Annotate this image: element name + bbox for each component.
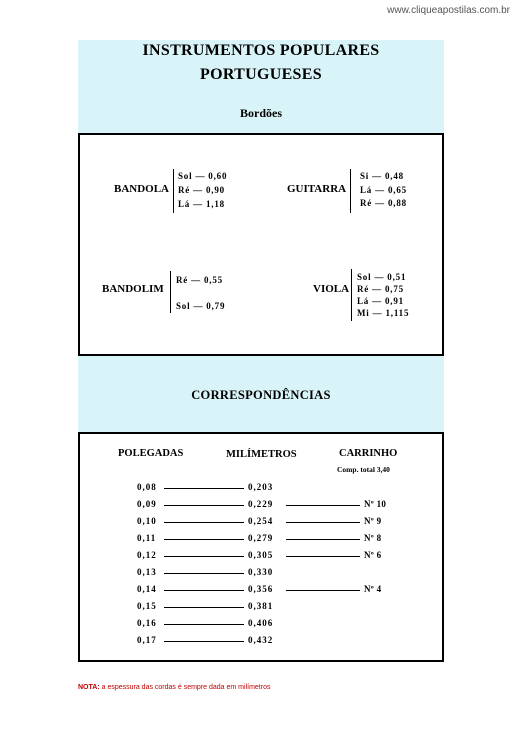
- cell-carrinho: Nº 9: [364, 516, 382, 526]
- leader-line: [164, 590, 244, 591]
- instrument-name-guitarra: GUITARRA: [287, 183, 347, 195]
- note-bandola-2: Ré — 0,90: [178, 185, 225, 195]
- cell-milimetros: 0,229: [248, 499, 274, 509]
- note-bandolim-1: Ré — 0,55: [176, 275, 223, 285]
- cell-milimetros: 0,305: [248, 550, 274, 560]
- leader-line: [164, 624, 244, 625]
- leader-line: [164, 488, 244, 489]
- note-bandola-3: Lá — 1,18: [178, 199, 225, 209]
- brace-guitarra: [350, 169, 351, 213]
- cell-carrinho: Nº 10: [364, 499, 387, 509]
- note-guitarra-1: Si — 0,48: [360, 171, 404, 181]
- cell-carrinho: Nº 8: [364, 533, 382, 543]
- note-viola-4: Mi — 1,115: [357, 308, 410, 318]
- leader-line: [164, 573, 244, 574]
- page-title-line2: PORTUGUESES: [200, 66, 322, 83]
- cell-polegadas: 0,12: [137, 550, 157, 560]
- leader-line: [164, 505, 244, 506]
- cell-polegadas: 0,08: [137, 482, 157, 492]
- cell-carrinho: Nº 6: [364, 550, 382, 560]
- leader-line: [286, 539, 360, 540]
- cell-milimetros: 0,381: [248, 601, 274, 611]
- cell-polegadas: 0,16: [137, 618, 157, 628]
- brace-bandolim: [170, 271, 171, 313]
- leader-line: [164, 539, 244, 540]
- cell-polegadas: 0,13: [137, 567, 157, 577]
- leader-line: [164, 556, 244, 557]
- brace-viola: [351, 269, 352, 321]
- note-viola-2: Ré — 0,75: [357, 284, 404, 294]
- footnote: NOTA: a espessura das cordas é sempre dada em milímetros: [78, 684, 271, 691]
- cell-milimetros: 0,406: [248, 618, 274, 628]
- cell-polegadas: 0,14: [137, 584, 157, 594]
- leader-line: [286, 522, 360, 523]
- site-url[interactable]: www.cliqueapostilas.com.br: [387, 5, 510, 16]
- leader-line: [286, 590, 360, 591]
- cell-carrinho: Nº 4: [364, 584, 382, 594]
- cell-milimetros: 0,254: [248, 516, 274, 526]
- correspondencias-title: CORRESPONDÊNCIAS: [191, 388, 331, 402]
- section-subtitle-bordoes: Bordões: [240, 106, 282, 120]
- header-polegadas: POLEGADAS: [118, 448, 184, 459]
- leader-line: [286, 556, 360, 557]
- cell-polegadas: 0,15: [137, 601, 157, 611]
- correspondencias-banner: [78, 356, 444, 432]
- note-viola-1: Sol — 0,51: [357, 272, 407, 282]
- bordoes-box: [78, 133, 444, 356]
- leader-line: [164, 607, 244, 608]
- header-milimetros: MILÍMETROS: [226, 449, 297, 460]
- comp-total-note: Comp. total 3,40: [337, 465, 390, 474]
- cell-polegadas: 0,09: [137, 499, 157, 509]
- cell-polegadas: 0,11: [137, 533, 157, 543]
- cell-polegadas: 0,17: [137, 635, 157, 645]
- note-guitarra-3: Ré — 0,88: [360, 198, 407, 208]
- title-banner: [78, 40, 444, 134]
- cell-milimetros: 0,330: [248, 567, 274, 577]
- header-carrinho: CARRINHO: [339, 448, 398, 459]
- cell-milimetros: 0,279: [248, 533, 274, 543]
- footnote-rest: a espessura das cordas é sempre dada em milímetros: [99, 684, 271, 691]
- correspondencias-table: [78, 432, 444, 662]
- leader-line: [164, 522, 244, 523]
- note-bandola-1: Sol — 0,60: [178, 171, 228, 181]
- cell-milimetros: 0,203: [248, 482, 274, 492]
- instrument-name-bandolim: BANDOLIM: [102, 283, 164, 295]
- cell-polegadas: 0,10: [137, 516, 157, 526]
- note-bandolim-2: Sol — 0,79: [176, 301, 226, 311]
- leader-line: [286, 505, 360, 506]
- leader-line: [164, 641, 244, 642]
- instrument-name-viola: VIOLA: [313, 283, 350, 295]
- cell-milimetros: 0,432: [248, 635, 274, 645]
- page-title-line1: INSTRUMENTOS POPULARES: [142, 42, 380, 59]
- brace-bandola: [173, 169, 174, 213]
- cell-milimetros: 0,356: [248, 584, 274, 594]
- note-viola-3: Lá — 0,91: [357, 296, 404, 306]
- instrument-name-bandola: BANDOLA: [114, 183, 170, 195]
- note-guitarra-2: Lá — 0,65: [360, 185, 407, 195]
